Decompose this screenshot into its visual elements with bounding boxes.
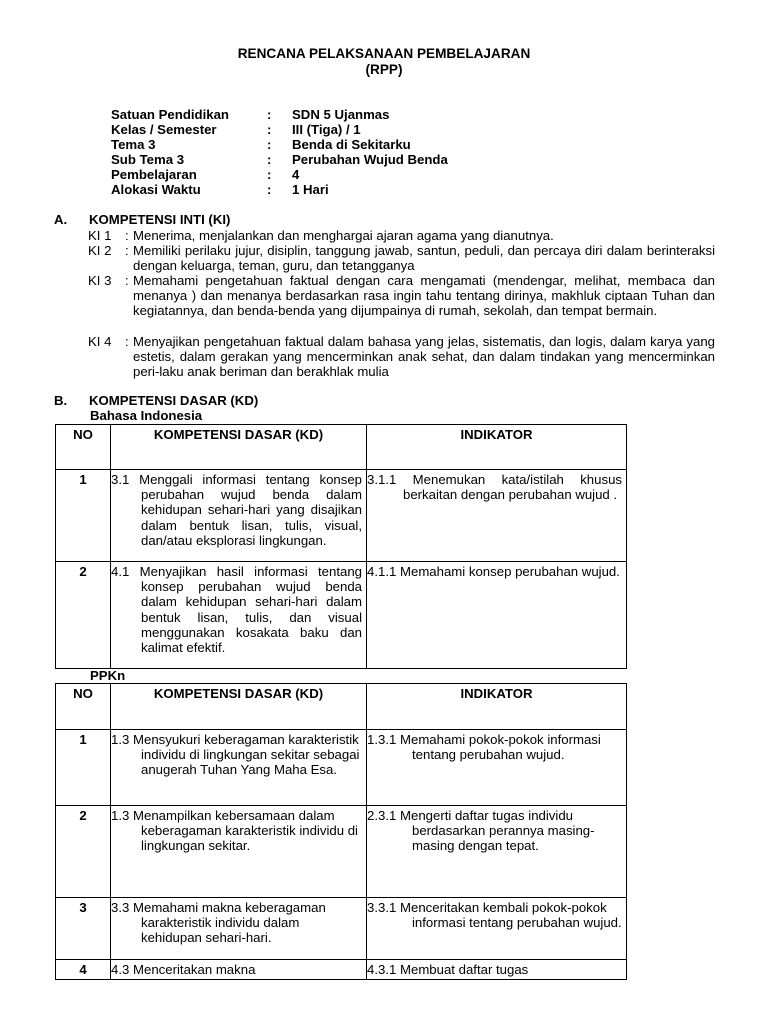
ki-text: Memahami pengetahuan faktual dengan cara mengamati (mendengar, melihat, membaca dan menanya ) dan menanya berdasarkan rasa ingin tahu tentang dirinya, makhluk ciptaan Tuhan dan kegiatannya, dan benda-benda yang dijumpainya di rumah, sekolah, dan tempat bermain.: [133, 273, 715, 319]
kd-text: 1.3 Menampilkan kebersamaan dalam keberagaman karakteristik individu di lingkungan sekitar.: [111, 808, 358, 854]
header-indikator: INDIKATOR: [367, 425, 627, 470]
row-number: 1: [56, 730, 111, 806]
identity-value: 4: [292, 167, 300, 182]
table-row: [56, 470, 627, 562]
table-header-row: [56, 684, 627, 730]
table-row: [56, 730, 627, 806]
table-header-row: [56, 425, 627, 470]
kd-table-bahasa: [55, 424, 627, 669]
indikator-text: 4.1.1 Memahami konsep perubahan wujud.: [367, 564, 620, 579]
ki-colon: :: [125, 334, 129, 349]
identity-label: Sub Tema 3: [111, 152, 185, 167]
kd-text: 3.1 Menggali informasi tentang konsep perubahan wujud benda dalam kehidupan sehari-hari yang disajikan dalam bentuk lisan, tulis, visual, dan/atau eksplorasi lingkungan.: [111, 472, 362, 548]
kd-text: 4.3 Menceritakan makna: [111, 962, 256, 977]
identity-value: Perubahan Wujud Benda: [292, 152, 448, 167]
row-number: 2: [56, 562, 111, 669]
section-letter: B.: [54, 393, 68, 408]
ki-code: KI 4: [88, 334, 112, 349]
document-subtitle: (RPP): [365, 62, 403, 77]
identity-separator: :: [267, 107, 272, 122]
subject-ppkn: PPKn: [90, 668, 126, 683]
identity-value: SDN 5 Ujanmas: [292, 107, 390, 122]
section-letter: A.: [54, 212, 68, 227]
ki-code: KI 2: [88, 243, 112, 258]
indikator-text: 4.3.1 Membuat daftar tugas: [367, 962, 529, 977]
identity-value: 1 Hari: [292, 182, 329, 197]
table-row: [56, 562, 627, 669]
kd-table-ppkn: [55, 683, 627, 980]
ki-text: Menyajikan pengetahuan faktual dalam bahasa yang jelas, sistematis, dan logis, dalam karya yang estetis, dalam gerakan yang mencerminkan anak sehat, dan dalam tindakan yang mencerminkan peri-laku anak beriman dan berakhlak mulia: [133, 334, 715, 380]
row-number: 3: [56, 898, 111, 960]
subject-bahasa-indonesia: Bahasa Indonesia: [90, 408, 203, 423]
identity-label: Pembelajaran: [111, 167, 197, 182]
indikator-text: 1.3.1 Memahami pokok-pokok informasi tentang perubahan wujud.: [367, 732, 601, 763]
identity-value: III (Tiga) / 1: [292, 122, 361, 137]
identity-separator: :: [267, 182, 272, 197]
ki-text: Menerima, menjalankan dan menghargai ajaran agama yang dianutnya.: [133, 228, 554, 243]
identity-value: Benda di Sekitarku: [292, 137, 411, 152]
identity-separator: :: [267, 167, 272, 182]
section-title: KOMPETENSI DASAR (KD): [89, 393, 259, 408]
ki-colon: :: [125, 273, 129, 288]
indikator-cell: [367, 470, 627, 562]
kd-cell: [111, 470, 367, 562]
identity-label: Tema 3: [111, 137, 156, 152]
indikator-cell: [367, 960, 627, 980]
row-number: 1: [56, 470, 111, 562]
header-no: NO: [56, 684, 111, 730]
kd-cell: [111, 730, 367, 806]
section-title: KOMPETENSI INTI (KI): [89, 212, 231, 227]
indikator-cell: [367, 806, 627, 898]
identity-label: Kelas / Semester: [111, 122, 217, 137]
header-indikator: INDIKATOR: [367, 684, 627, 730]
kd-cell: [111, 562, 367, 669]
ki-text: Memiliki perilaku jujur, disiplin, tanggung jawab, santun, peduli, dan percaya diri dalam berinteraksi dengan keluarga, teman, guru, dan tetangganya: [133, 243, 715, 274]
indikator-cell: [367, 562, 627, 669]
indikator-cell: [367, 730, 627, 806]
row-number: 2: [56, 806, 111, 898]
ki-colon: :: [125, 228, 129, 243]
kd-cell: [111, 898, 367, 960]
ki-code: KI 1: [88, 228, 112, 243]
row-number: 4: [56, 960, 111, 980]
kd-text: 1.3 Mensyukuri keberagaman karakteristik individu di lingkungan sekitar sebagai anugerah Tuhan Yang Maha Esa.: [111, 732, 360, 778]
identity-separator: :: [267, 152, 272, 167]
table-row: [56, 898, 627, 960]
identity-label: Alokasi Waktu: [111, 182, 201, 197]
kd-cell: [111, 960, 367, 980]
identity-separator: :: [267, 137, 272, 152]
table-row: [56, 960, 627, 980]
header-kd: KOMPETENSI DASAR (KD): [111, 425, 367, 470]
ki-colon: :: [125, 243, 129, 258]
indikator-text: 3.1.1 Menemukan kata/istilah khusus berkaitan dengan perubahan wujud .: [367, 472, 622, 503]
kd-cell: [111, 806, 367, 898]
table-row: [56, 806, 627, 898]
header-kd: KOMPETENSI DASAR (KD): [111, 684, 367, 730]
identity-separator: :: [267, 122, 272, 137]
indikator-text: 2.3.1 Mengerti daftar tugas individu berdasarkan perannya masing-masing dengan tepat.: [367, 808, 595, 854]
kd-text: 3.3 Memahami makna keberagaman karakteristik individu dalam kehidupan sehari-hari.: [111, 900, 326, 946]
indikator-cell: [367, 898, 627, 960]
kd-text: 4.1 Menyajikan hasil informasi tentang konsep perubahan wujud benda dalam kehidupan sehari-hari dalam bentuk lisan, tulis, dan visual menggunakan kosakata baku dan kalimat efektif.: [111, 564, 362, 656]
indikator-text: 3.3.1 Menceritakan kembali pokok-pokok informasi tentang perubahan wujud.: [367, 900, 622, 931]
document-title: RENCANA PELAKSANAAN PEMBELAJARAN: [237, 46, 531, 61]
identity-label: Satuan Pendidikan: [111, 107, 229, 122]
ki-code: KI 3: [88, 273, 112, 288]
header-no: NO: [56, 425, 111, 470]
